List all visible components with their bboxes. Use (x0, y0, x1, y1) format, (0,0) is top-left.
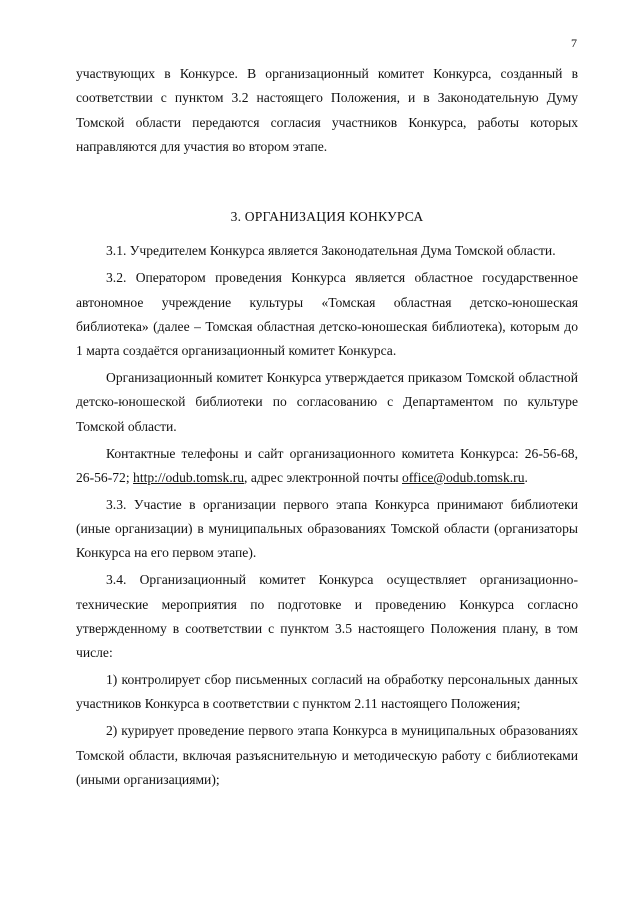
paragraph-committee: Организационный комитет Конкурса утверждается приказом Томской областной детско-юношеской библиотеки по согласованию с Департаментом по культуре Томской области. (76, 370, 578, 434)
list-item-1: 1) контролирует сбор письменных согласий на обработку персональных данных участников Конкурса в соответствии с пунктом 2.11 настоящего Положения; (76, 672, 578, 712)
section-heading: 3. ОРГАНИЗАЦИЯ КОНКУРСА (230, 209, 424, 225)
intro-paragraph: участвующих в Конкурсе. В организационный комитет Конкурса, созданный в соответствии с пунктом 3.2 настоящего Положения, и в Законодательную Думу Томской области передаются согласия участников Конкурса, работы которых направляются для участия во втором этапе. (76, 66, 578, 154)
paragraph-3-4: 3.4. Организационный комитет Конкурса осуществляет организационно-технические мероприятия по подготовке и проведению Конкурса согласно утвержденному в соответствии с пунктом 3.5 настоящего Положения плану, в том числе: (76, 572, 578, 661)
list-item-2: 2) курирует проведение первого этапа Конкурса в муниципальных образованиях Томской области, включая разъяснительную и методическую работу с библиотеками (иными организациями); (76, 723, 578, 787)
page-number: 7 (571, 36, 577, 50)
email-link[interactable]: office@odub.tomsk.ru (401, 469, 525, 485)
website-link[interactable]: http://odub.tomsk.ru (133, 469, 245, 485)
paragraph-3-2: 3.2. Оператором проведения Конкурса является областное государственное автономное учреждение культуры «Томская областная детско-юношеская библиотека» (далее – Томская областная детско-юношеская библиотека), которым до 1 марта создаётся организационный комитет Конкурса. (76, 270, 578, 359)
contacts-text: Контактные телефоны и сайт организационного комитета Конкурса: 26-56-68, 26-56-72; (76, 445, 578, 485)
contacts-end: . (524, 469, 528, 485)
paragraph-3-3: 3.3. Участие в организации первого этапа Конкурса принимают библиотеки (иные организации) в муниципальных образованиях Томской области (организаторы Конкурса на его первом этапе). (76, 496, 578, 561)
document-body (76, 62, 578, 795)
paragraph-3-1: 3.1. Учредителем Конкурса является Законодательная Дума Томской области. (106, 243, 556, 259)
paragraph-contacts (76, 442, 578, 491)
contacts-mid: , адрес электронной почты (244, 469, 402, 485)
